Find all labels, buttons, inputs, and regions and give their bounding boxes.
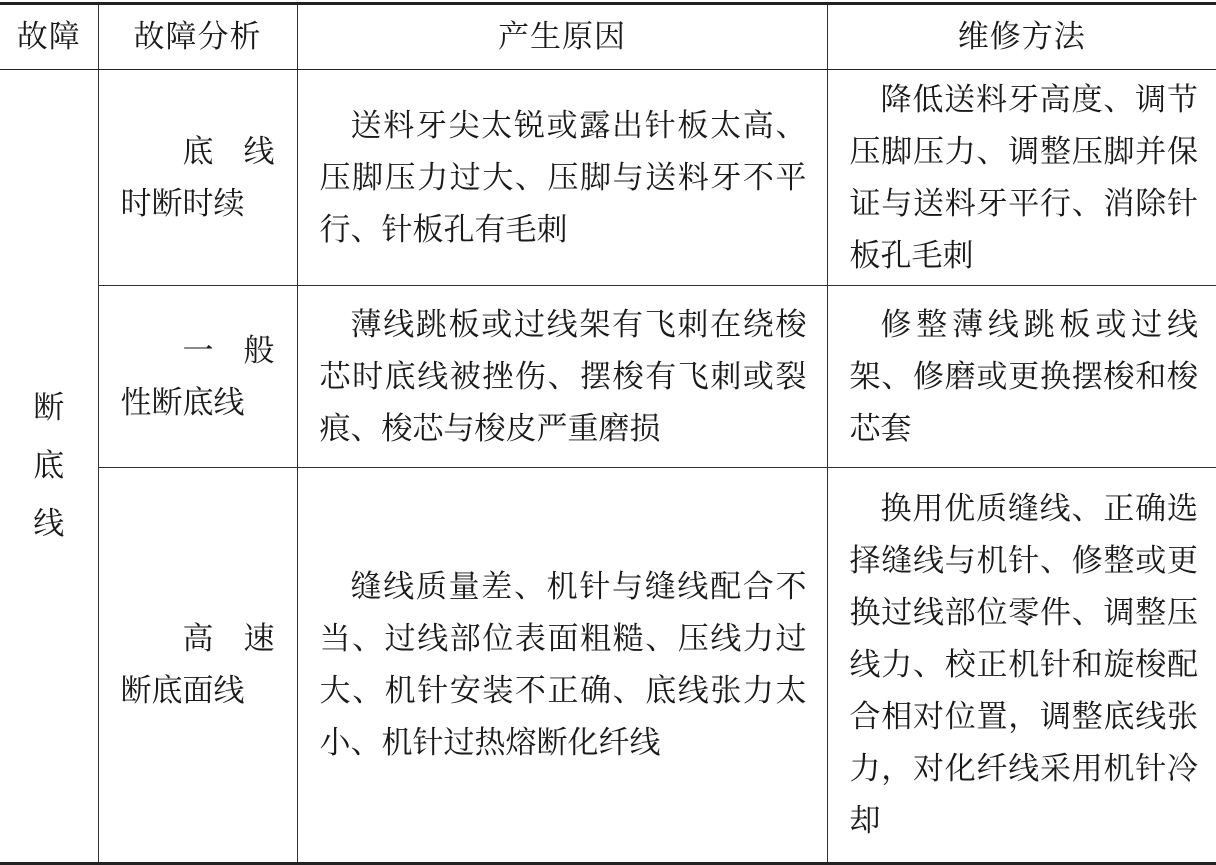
table-body: [0, 70, 1216, 864]
cause-cell: 送料牙尖太锐或露出针板太高、压脚压力过大、压脚与送料牙不平行、针板孔有毛刺: [297, 70, 827, 286]
fault-table: [0, 2, 1216, 865]
analysis-cell: 底线时断时续: [98, 70, 297, 286]
remedy-cell: 修整薄线跳板或过线架、修磨或更换摆梭和梭芯套: [827, 286, 1216, 468]
symptom-text: 断底线: [33, 390, 65, 542]
table-row: [0, 286, 1216, 468]
header-row: [0, 4, 1216, 70]
remedy-cell: 降低送料牙高度、调节压脚压力、调整压脚并保证与送料牙平行、消除针板孔毛刺: [827, 70, 1216, 286]
symptom-cell: [0, 70, 98, 864]
cause-cell: 薄线跳板或过线架有飞刺在绕梭芯时底线被挫伤、摆梭有飞刺或裂痕、梭芯与梭皮严重磨损: [297, 286, 827, 468]
header-fault: 故障: [0, 4, 98, 70]
analysis-cell: 一般性断底线: [98, 286, 297, 468]
analysis-cell: 高速断底面线: [98, 468, 297, 864]
table-header: [0, 4, 1216, 70]
header-analysis: 故障分析: [98, 4, 297, 70]
remedy-cell: 换用优质缝线、正确选择缝线与机针、修整或更换过线部位零件、调整压线力、校正机针和旋梭配合相对位置，调整底线张力，对化纤线采用机针冷却: [827, 468, 1216, 864]
header-cause: 产生原因: [297, 4, 827, 70]
table-row: [0, 70, 1216, 286]
table-row: [0, 468, 1216, 864]
cause-cell: 缝线质量差、机针与缝线配合不当、过线部位表面粗糙、压线力过大、机针安装不正确、底线张力太小、机针过热熔断化纤线: [297, 468, 827, 864]
header-remedy: 维修方法: [827, 4, 1216, 70]
